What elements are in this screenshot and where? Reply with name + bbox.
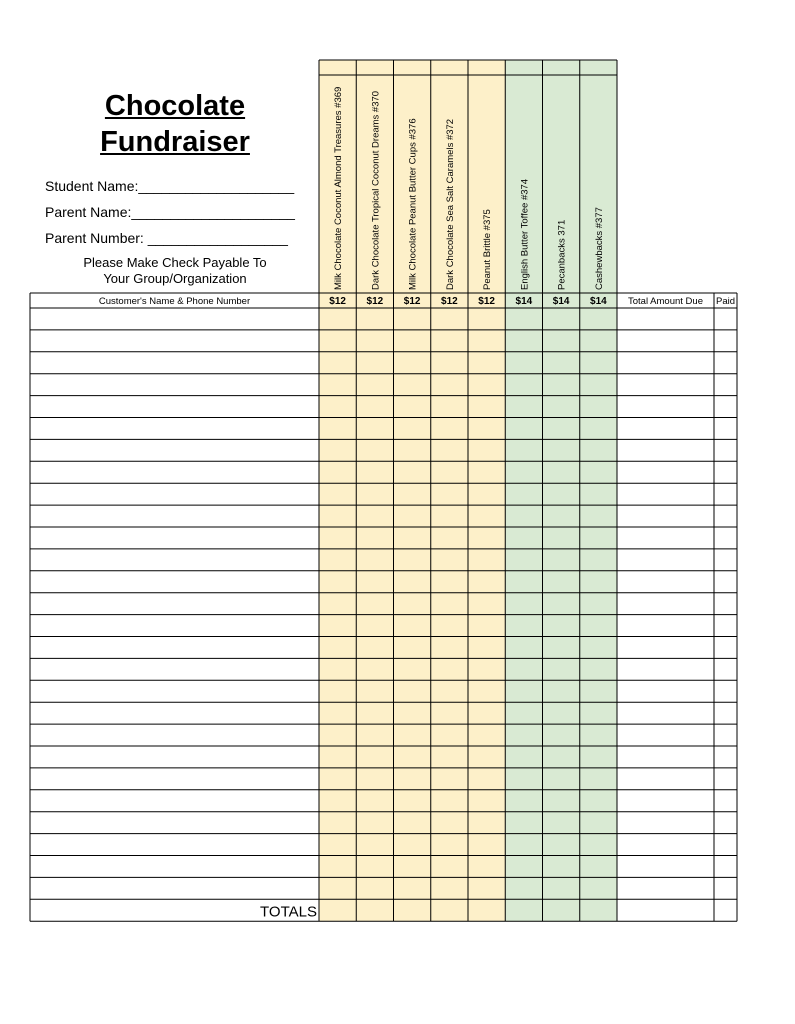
product-price-8: $14 [590,296,607,307]
product-name-7: Pecanbacks 371 [556,219,568,290]
check-note-line-1: Please Make Check Payable To [83,255,267,270]
product-name-5: Peanut Brittle #375 [482,209,494,290]
check-note-line-2: Your Group/Organization [103,271,247,286]
header-band-yellow [319,60,505,75]
header-band-green [505,60,617,75]
product-column-8 [580,75,617,921]
customer-header: Customer's Name & Phone Number [98,296,251,307]
product-name-4: Dark Chocolate Sea Salt Caramels #372 [444,118,456,290]
product-price-5: $12 [478,296,495,307]
title-line-2: Fundraiser [100,126,250,158]
total-amount-header: Total Amount Due [628,296,703,307]
student-name-field[interactable]: Student Name:____________________ [45,178,295,194]
paid-header: Paid [715,296,736,307]
product-name-3: Milk Chocolate Peanut Butter Cups #376 [407,118,419,290]
parent-number-field[interactable]: Parent Number: __________________ [45,230,288,246]
product-name-1: Milk Chocolate Coconut Almond Treasures #369 [333,86,345,290]
parent-name-field[interactable]: Parent Name:_____________________ [45,204,295,220]
product-column-5 [468,75,505,921]
product-price-7: $14 [552,296,570,307]
product-price-6: $14 [515,296,533,307]
product-price-3: $12 [403,296,421,307]
product-name-8: Cashewbacks #377 [593,207,605,290]
product-column-7 [543,75,580,921]
title-line-1: Chocolate [104,90,246,122]
product-price-2: $12 [366,296,384,307]
product-name-2: Dark Chocolate Tropical Coconut Dreams #370 [370,90,382,290]
totals-label: TOTALS [260,903,317,921]
product-price-1: $12 [329,296,346,307]
product-price-4: $12 [441,296,458,307]
product-name-6: English Butter Toffee #374 [519,178,531,290]
